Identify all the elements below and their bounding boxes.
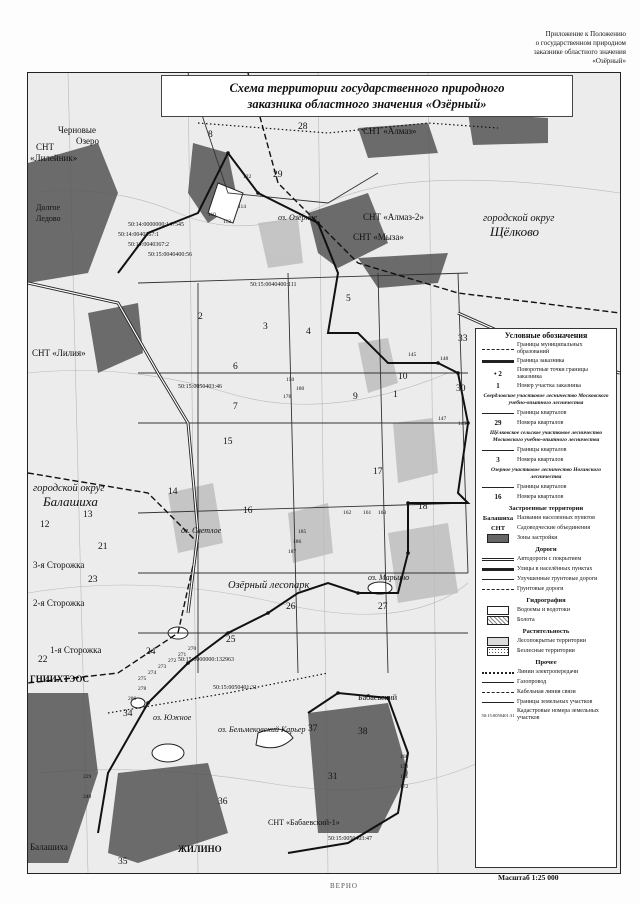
legend-text: Линии электропередачи [517,669,579,675]
quarter-number: 7 [233,402,238,412]
legend-item [479,555,613,564]
legend-text: Автодороги с покрытием [517,556,582,562]
quarter-number: 2 [198,312,203,322]
quarter-number: 4 [306,327,311,337]
lake-marino-label: оз. Марьино [368,573,410,582]
legend-text: Кабельная линия связи [517,689,576,695]
quarter-number: 6 [233,362,238,372]
legend-item [479,483,613,492]
quarter-number: 30 [456,384,466,394]
park-label: Озёрный лесопарк [228,580,310,591]
turning-point: 271 [178,652,187,658]
lake-generic-label: Озеро [76,136,100,146]
legend-text: Номера кварталов [517,494,564,500]
legend-item [479,606,613,615]
cadastral-number: 50:15:0050403:47 [328,836,373,842]
legend-text: Газопровод [517,679,547,685]
legend-text: Водоемы и водотоки [517,607,570,613]
turning-point: 172 [400,784,409,790]
legend-item [479,575,613,584]
legend-text: Границы земельных участков [517,699,593,705]
legend-section-title: Прочее [535,659,557,666]
map-scale: Масштаб 1:25 000 [498,873,559,882]
legend-text: Улучшенные грунтовые дороги [517,576,598,582]
legend-mark: 50:15:0050401:31 [481,712,515,718]
quarter-number: 29 [273,170,283,180]
turning-point: 161 [363,510,372,516]
turning-point: 163 [378,510,387,516]
turning-point: 171 [400,774,409,780]
bottom-mid-label: ЖИЛИНО [178,844,222,854]
turning-point: 110 [208,212,217,218]
village-2-label: 2-я Сторожка [33,598,85,608]
snt-myza-label: СНТ «Мыза» [353,232,404,242]
turning-point: 150 [286,377,295,383]
legend-header: Озерное участковое лесничество Ногинского лесничества [491,467,601,480]
turning-point: 278 [138,686,147,692]
appendix-line: о государственном природном [535,39,626,47]
top-left-label: Черновые [58,125,96,135]
cadastral-number: 50:14:0040367:2 [128,242,170,248]
legend-item [479,524,613,533]
turning-point: 145 [408,352,417,358]
legend-item [479,616,613,625]
map-frame [27,72,621,882]
legend-header: Свердловское участковое лесничество Московского учебно-опытного лесничества [483,393,609,406]
legend-item [479,534,613,543]
legend-mark: СНТ [490,525,506,532]
appendix-line: «Озёрный» [592,57,626,65]
legend-header: Щёлковское сельское участковое лесничество Московского учебно-опытного лесничества [489,430,603,443]
turning-point: 148 [440,356,449,362]
legend-text: Границы кварталов [517,484,567,490]
legend-mark: 3 [496,456,500,464]
quarter-number: 25 [226,635,236,645]
turning-point: 149 [458,421,467,427]
turning-point: 178 [283,394,292,400]
quarter-number: 5 [346,294,351,304]
district-balashikha-label: городской округ [33,483,105,494]
legend-item [479,698,613,707]
org-label: ГНИИХТЭОС [30,674,90,684]
turning-point: 273 [158,664,167,670]
map-title-line1: Схема территории государственного природного [229,81,505,95]
legend-section-title: Застроенные территории [508,505,584,512]
cadastral-number: 50:15:0050403:46 [178,384,223,390]
legend-item [479,688,613,697]
legend-text: Номера кварталов [517,420,564,426]
legend-text: Номер участка заказника [517,383,581,389]
legend-mark: 1 [496,382,500,390]
quarter-number: 37 [308,724,318,734]
quarter-number: 3 [263,322,268,332]
turning-point: 147 [438,416,447,422]
snt-almaz-label: СНТ «Алмаз» [363,126,417,136]
turning-point: 162 [343,510,352,516]
legend-text: Лесопокрытые территории [517,638,586,644]
legend-mark: 29 [494,419,502,427]
appendix-line: Приложение к Положению [545,30,626,38]
snt-almaz2-label: СНТ «Алмаз-2» [363,212,424,222]
map-legend [475,328,617,868]
turning-point: 240 [83,794,92,800]
quarter-number: 13 [83,510,93,520]
quarter-number: 28 [298,122,308,132]
legend-item [479,565,613,574]
turning-point: 112 [223,219,232,225]
quarter-number: 9 [353,392,358,402]
legend-item [479,367,613,381]
legend-item [479,585,613,594]
legend-item [479,419,613,428]
cadastral-number: 50:14:0040367:1 [118,232,160,238]
quarter-number: 34 [123,709,133,719]
lake-svetloe-label: оз. Светлое [181,526,222,535]
lake-quarry-label: оз. Бельмековский Карьер [218,725,306,734]
turning-point: 270 [188,646,197,652]
cadastral-number: 50:15:0040400:56 [148,252,193,258]
snt-bottom-label: СНТ «Бабаевский-1» [268,818,340,827]
legend-title: Условные обозначения [504,331,588,340]
turning-point: 272 [168,658,177,664]
legend-item [479,647,613,656]
legend-text: Поворотные точки границы заказника [517,367,588,380]
lake-ozernoe-label: оз. Озёрное [278,213,317,222]
quarter-number: 8 [208,130,213,140]
legend-text: Названия населенных пунктов [517,515,595,521]
quarter-number: 18 [418,502,428,512]
legend-text: Граница заказника [517,358,565,364]
legend-item [479,342,613,356]
legend-text: Границы муниципальных образований [517,342,583,355]
legend-item [479,382,613,391]
bottom-left-label: Балашиха [30,842,68,852]
turning-point: 170 [400,764,409,770]
turning-point: 180 [296,386,305,392]
quarter-number: 36 [218,797,228,807]
cadastral-number: 50:14:0000000:147545 [128,222,185,228]
quarter-number: 12 [40,520,50,530]
turning-point: 122 [243,174,252,180]
appendix-line: заказнике областного значения [533,48,626,56]
legend-mark: Балашиха [482,515,514,522]
legend-text: Грунтовые дороги [517,586,564,592]
quarter-number: 21 [98,542,108,552]
legend-mark: • 2 [494,369,502,378]
quarter-number: 22 [38,655,48,665]
legend-item [479,493,613,502]
turning-point: 229 [83,774,92,780]
cadastral-number: 50:15:0040400:111 [250,282,297,288]
legend-text: Безлесные территории [517,648,575,654]
legend-item [479,409,613,418]
quarter-number: 1 [393,390,398,400]
cadastral-number: 50:15:0000000:132963 [178,657,235,663]
legend-text: Номера кварталов [517,457,564,463]
legend-text: Улицы в населённых пунктах [517,566,593,572]
turning-point: 187 [288,549,297,555]
lake-yuzhnoe-label: оз. Южное [153,713,192,722]
snt-left-name: «Лилейник» [30,153,78,163]
legend-item [479,456,613,465]
legend-item [479,678,613,687]
turning-point: 114 [238,204,247,210]
legend-mark: 16 [494,493,502,501]
map-title [161,75,573,117]
bottom-right-label: Бабаевский [358,693,398,702]
legend-item [479,357,613,366]
legend-item [479,637,613,646]
legend-text: Садоводческие объединения [517,525,591,531]
turning-point: 274 [148,670,157,676]
legend-text: Зоны застройки [517,535,558,541]
quarter-number: 16 [243,506,253,516]
appendix-note [466,30,626,66]
quarter-number: 31 [328,772,338,782]
quarter-number: 17 [373,467,383,477]
legend-section-title: Растительность [522,628,570,635]
legend-section-title: Гидрография [526,597,566,604]
village-ledovo-label: Ледово [36,214,61,223]
quarter-number: 33 [458,334,468,344]
quarter-number: 35 [118,857,128,867]
legend-text: Границы кварталов [517,447,567,453]
quarter-number: 24 [146,647,156,657]
legend-item [479,514,613,523]
quarter-number: 23 [88,575,98,585]
quarter-number: 14 [168,487,178,497]
district-shchelkovo-label: городской округ [483,213,555,224]
legend-item [479,708,613,722]
legend-text: Границы кварталов [517,410,567,416]
snt-lilia-label: СНТ «Лилия» [32,348,86,358]
map-title-line2: заказника областного значения «Озёрный» [247,97,487,111]
turning-point: 286 [128,696,137,702]
cadastral-number: 50:15:0050401:31 [213,685,258,691]
turning-point: 185 [298,529,307,535]
turning-point: 275 [138,676,147,682]
legend-item [479,668,613,677]
turning-point: 186 [293,539,302,545]
village-1-label: 1-я Сторожка [50,645,102,655]
legend-section-title: Дороги [535,546,557,553]
quarter-number: 27 [378,602,388,612]
legend-text: Болота [517,617,535,623]
quarter-number: 15 [223,437,233,447]
district-balashikha-name: Балашиха [43,494,98,509]
quarter-number: 10 [398,372,408,382]
legend-item [479,446,613,455]
village-3-label: 3-я Сторожка [33,560,85,570]
quarter-number: 38 [358,727,368,737]
legend-text: Кадастровые номера земельных участков [517,708,599,721]
stamp-text: ВЕРНО [330,882,358,890]
quarter-number: 26 [286,602,296,612]
snt-left-label: СНТ [36,142,54,152]
village-dolgoe-label: Долгое [36,203,61,212]
turning-point: 168 [400,754,409,760]
district-shchelkovo-name: Щёлково [490,224,540,239]
